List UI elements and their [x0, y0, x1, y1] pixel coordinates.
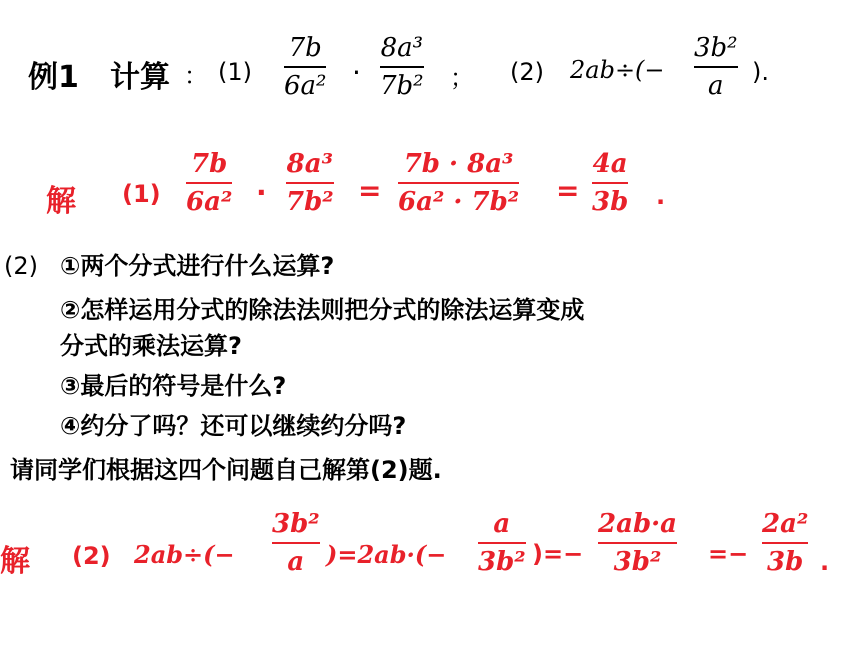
solution1-frac-8a3-7b2: [286, 148, 334, 218]
solution2-frac4-denominator: 3b: [767, 547, 804, 577]
solution2-expr-2: )=2ab·(−: [326, 540, 447, 569]
fraction-bar: [380, 66, 424, 68]
solution1-frac3-denominator: 6a² · 7b²: [398, 187, 520, 217]
solution2-expr-1: 2ab÷(−: [134, 540, 235, 569]
example-label: 例1: [28, 60, 79, 95]
solution2-frac-2a2-3b: [762, 508, 808, 578]
solution2-frac3-denominator: 3b²: [613, 547, 662, 577]
question-2-line-1: ②怎样运用分式的除法法则把分式的除法运算变成: [60, 296, 585, 324]
solution1-frac2-numerator: 8a³: [286, 149, 333, 179]
example-part2-numerator: 3b²: [694, 33, 738, 63]
fraction-bar: [272, 542, 320, 544]
solution1-frac4-denominator: 3b: [592, 187, 629, 217]
solution1-frac-product: [398, 148, 519, 218]
solution2-part-label: (2): [72, 542, 111, 570]
example-dot: ·: [352, 56, 361, 89]
fraction-bar: [398, 182, 519, 184]
example-part2-denominator: a: [708, 71, 724, 101]
example-frac-3b2-a: [694, 32, 738, 102]
solution1-frac-4a-3b: [592, 148, 628, 218]
solution1-dot: ·: [256, 176, 267, 209]
fraction-bar: [286, 182, 334, 184]
instruction-text: 请同学们根据这四个问题自己解第(2)题.: [10, 456, 442, 484]
solution2-expr-3: )=−: [532, 540, 584, 568]
solution1-frac2-denominator: 7b²: [286, 187, 334, 217]
example-frac1-numerator: 7b: [288, 33, 322, 63]
example-frac-7b-6a2: [284, 32, 326, 102]
questions-part-label: (2): [4, 252, 38, 280]
solution1-label: 解: [46, 184, 76, 219]
solution2-frac2-numerator: a: [493, 509, 511, 539]
example-frac-8a3-7b2: [380, 32, 424, 102]
example-part2-label: (2): [510, 58, 544, 86]
fraction-bar: [284, 66, 326, 68]
fraction-bar: [186, 182, 232, 184]
solution1-end: .: [656, 182, 666, 210]
solution2-end: .: [820, 548, 830, 576]
solution2-frac-a-3b2: [478, 508, 526, 578]
solution2-expr-4: =−: [708, 540, 749, 568]
solution2-frac3-numerator: 2ab·a: [598, 509, 678, 539]
solution1-frac1-denominator: 6a²: [186, 187, 233, 217]
question-3: ③最后的符号是什么?: [60, 372, 287, 400]
example-colon: ：: [184, 62, 208, 90]
fraction-bar: [762, 542, 808, 544]
solution1-equals-2: =: [556, 174, 580, 207]
solution2-frac-2ab-a: [598, 508, 677, 578]
example-frac2-denominator: 7b²: [380, 71, 424, 101]
solution2-frac2-denominator: 3b²: [478, 547, 526, 577]
solution2-label: 解: [0, 544, 30, 579]
example-task: 计算: [110, 60, 170, 95]
fraction-bar: [592, 182, 628, 184]
solution1-equals-1: =: [358, 174, 382, 207]
question-1: ①两个分式进行什么运算?: [60, 252, 335, 280]
solution2-frac1-denominator: a: [287, 547, 305, 577]
question-4: ④约分了吗？还可以继续约分吗?: [60, 412, 407, 440]
solution2-frac-3b2-a: [272, 508, 320, 578]
example-frac1-denominator: 6a²: [284, 71, 327, 101]
solution1-frac1-numerator: 7b: [191, 149, 228, 179]
fraction-bar: [694, 66, 738, 68]
fraction-bar: [478, 542, 526, 544]
solution1-frac-7b-6a2: [186, 148, 232, 218]
example-part2-expr-right: ).: [752, 58, 769, 86]
question-2-line-2: 分式的乘法运算?: [60, 332, 242, 360]
example-part2-expr-left: 2ab÷(−: [570, 56, 665, 84]
example-part1-label: (1): [218, 58, 252, 86]
solution2-frac1-numerator: 3b²: [272, 509, 320, 539]
solution1-frac4-numerator: 4a: [592, 149, 628, 179]
fraction-bar: [598, 542, 677, 544]
solution1-part-label: (1): [122, 180, 161, 208]
solution1-frac3-numerator: 7b · 8a³: [403, 149, 514, 179]
example-frac2-numerator: 8a³: [380, 33, 424, 63]
example-semicolon: ；: [450, 64, 474, 92]
solution2-frac4-numerator: 2a²: [762, 509, 809, 539]
